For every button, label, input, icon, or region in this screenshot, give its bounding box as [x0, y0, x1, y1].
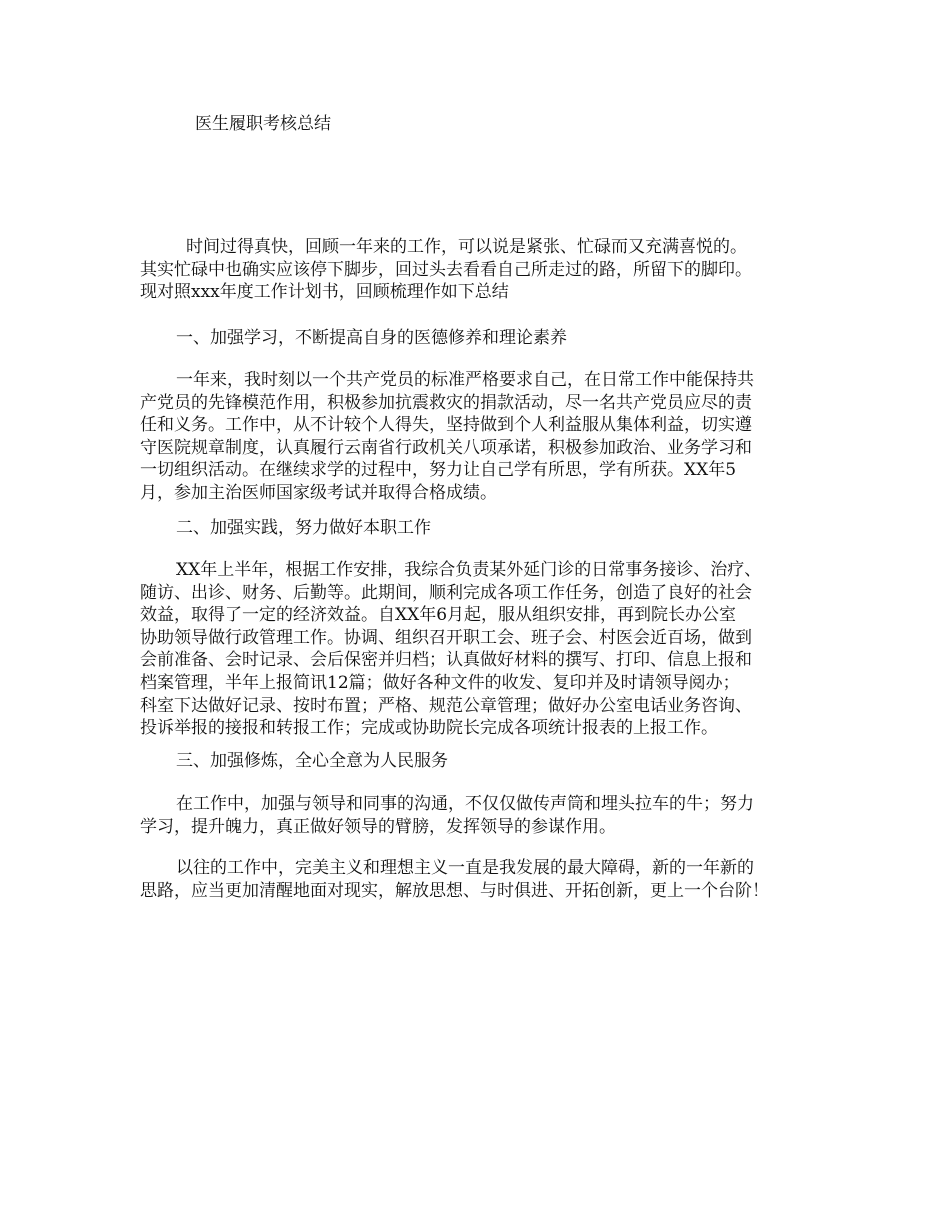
intro-paragraph	[140, 236, 830, 304]
section1-heading: 一、加强学习，不断提高自身的医德修养和理论素养	[176, 328, 567, 348]
document-title: 医生履职考核总结	[195, 114, 331, 134]
section2-line-8: 投诉举报的接报和转报工作；完成或协助院长完成各项统计报表的上报工作。	[140, 718, 718, 739]
section2-line-5: 会前准备、会时记录、会后保密并归档；认真做好材料的撰写、打印、信息上报和	[140, 650, 752, 671]
section2-line-6: 档案管理，半年上报简讯12篇；做好各种文件的收发、复印并及时请领导阅办；	[140, 672, 740, 693]
section2-line-1: XX年上半年，根据工作安排，我综合负责某外延门诊的日常事务接诊、治疗、	[176, 560, 762, 580]
section3-line-1: 在工作中，加强与领导和同事的沟通，不仅仅做传声筒和埋头拉车的牛；努力	[176, 794, 754, 814]
section2-heading: 二、加强实践，努力做好本职工作	[176, 518, 431, 538]
section1-line-1: 一年来，我时刻以一个共产党员的标准严格要求自己，在日常工作中能保持共	[176, 370, 754, 390]
closing-paragraph	[140, 857, 830, 902]
section1-line-6: 月，参加主治医师国家级考试并取得合格成绩。	[140, 482, 497, 503]
section2-line-2: 随访、出诊、财务、后勤等。此期间，顺利完成各项工作任务，创造了良好的社会	[140, 582, 752, 603]
section2-line-3: 效益，取得了一定的经济效益。自XX年6月起，服从组织安排，再到院长办公室	[140, 605, 737, 626]
section3-line-2: 学习，提升魄力，真正做好领导的臂膀，发挥领导的参谋作用。	[140, 816, 616, 837]
section3-heading: 三、加强修炼，全心全意为人民服务	[176, 751, 448, 771]
closing-line-2: 思路，应当更加清醒地面对现实，解放思想、与时俱进、开拓创新，更上一个台阶！	[140, 880, 769, 901]
section1-line-3: 任和义务。工作中，从不计较个人得失，坚持做到个人利益服从集体利益，切实遵	[140, 415, 752, 436]
section3-paragraph	[140, 793, 830, 838]
intro-line-3: 现对照xxx年度工作计划书，回顾梳理作如下总结	[140, 282, 509, 303]
section2-paragraph	[140, 559, 830, 740]
section1-line-4: 守医院规章制度，认真履行云南省行政机关八项承诺，积极参加政治、业务学习和	[140, 437, 752, 458]
section1-line-5: 一切组织活动。在继续求学的过程中，努力让自己学有所思，学有所获。XX年5	[140, 460, 737, 481]
section1-line-2: 产党员的先锋模范作用，积极参加抗震救灾的捐款活动，尽一名共产党员应尽的责	[140, 392, 752, 413]
section1-paragraph	[140, 369, 830, 505]
closing-line-1: 以往的工作中，完美主义和理想主义一直是我发展的最大障碍，新的一年新的	[176, 858, 754, 878]
section2-line-7: 科室下达做好记录、按时布置；严格、规范公章管理；做好办公室电话业务咨询、	[140, 695, 752, 716]
intro-line-2: 其实忙碌中也确实应该停下脚步，回过头去看看自己所走过的路，所留下的脚印。	[140, 259, 752, 280]
intro-line-1: 时间过得真快，回顾一年来的工作，可以说是紧张、忙碌而又充满喜悦的。	[186, 237, 747, 257]
section2-line-4: 协助领导做行政管理工作。协调、组织召开职工会、班子会、村医会近百场，做到	[140, 627, 752, 648]
